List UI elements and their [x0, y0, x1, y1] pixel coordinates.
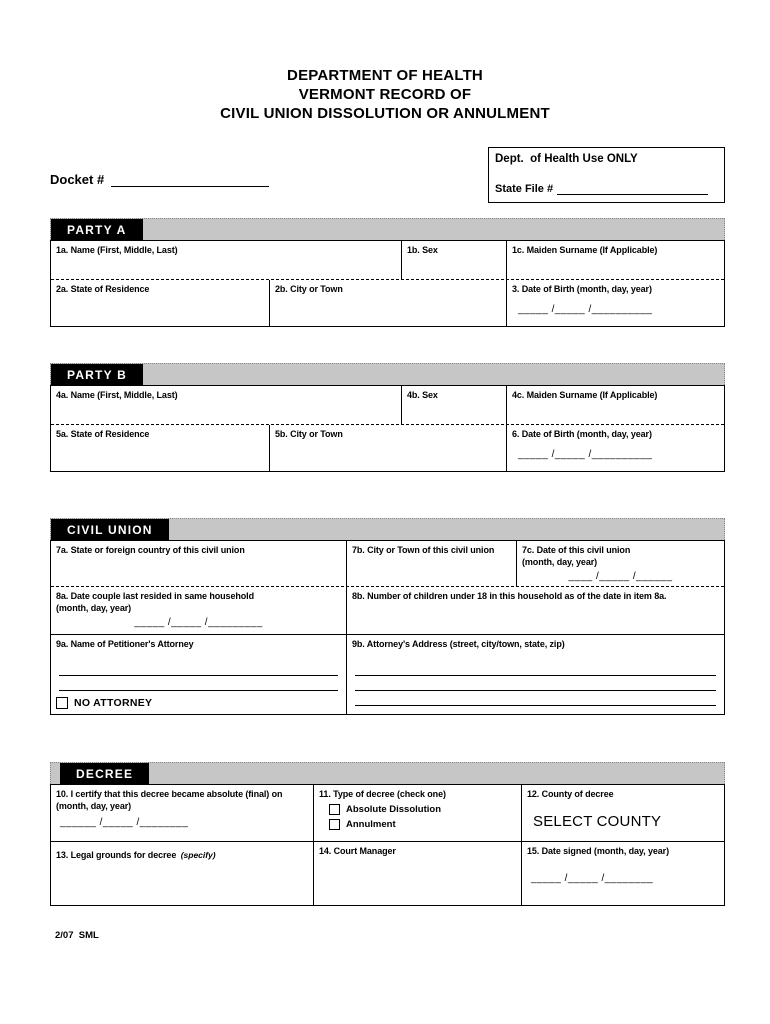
- field-11-label: 11. Type of decree (check one): [319, 789, 446, 799]
- field-8a-date-blank[interactable]: _____ /_____ /_________: [134, 617, 263, 628]
- field-14-court-manager[interactable]: [313, 842, 521, 905]
- field-13-legal-grounds[interactable]: [51, 842, 313, 905]
- field-12-label: 12. County of decree: [527, 789, 614, 799]
- field-4b-sex-label: 4b. Sex: [407, 390, 438, 400]
- field-2b-city-or-town-label: 2b. City or Town: [275, 284, 343, 294]
- field-5b-city-or-town[interactable]: [269, 425, 506, 471]
- attorney-address-line-3[interactable]: [355, 691, 716, 706]
- party-b-header-bar: [50, 363, 725, 385]
- field-6-date-of-birth-label: 6. Date of Birth (month, day, year): [512, 429, 652, 439]
- civil-union-section-title: CIVIL UNION: [51, 519, 169, 540]
- field-9b-label: 9b. Attorney's Address (street, city/town, state, zip): [352, 639, 565, 649]
- field-7c-date-of-civil-union[interactable]: [516, 541, 724, 586]
- attorney-name-line-1[interactable]: [59, 661, 338, 676]
- party-b-row-1: [51, 386, 724, 424]
- field-14-label: 14. Court Manager: [319, 846, 396, 856]
- section-party-a: [50, 218, 725, 327]
- absolute-dissolution-checkbox-icon[interactable]: [329, 804, 340, 815]
- party-b-table: [50, 385, 725, 472]
- state-file-blank-line[interactable]: [557, 182, 708, 195]
- field-5b-city-or-town-label: 5b. City or Town: [275, 429, 343, 439]
- field-8a-hint: (month, day, year): [56, 603, 132, 613]
- field-1a-name-label: 1a. Name (First, Middle, Last): [56, 245, 178, 255]
- field-9a-petitioner-attorney-name[interactable]: [51, 635, 346, 714]
- field-6-date-blank[interactable]: _____ /_____ /__________: [518, 449, 653, 460]
- decree-type-option-annulment[interactable]: [329, 819, 516, 830]
- field-1c-maiden-surname[interactable]: [506, 241, 724, 279]
- field-3-date-of-birth-label: 3. Date of Birth (month, day, year): [512, 284, 652, 294]
- field-8a-date-last-resided[interactable]: [51, 587, 346, 634]
- field-8b-label: 8b. Number of children under 18 in this household as of the date in item 8a.: [352, 591, 667, 601]
- decree-section-title: DECREE: [60, 763, 149, 784]
- decree-table: [50, 784, 725, 906]
- field-13-label: 13. Legal grounds for decree: [56, 850, 177, 860]
- form-title-line-3: CIVIL UNION DISSOLUTION OR ANNULMENT: [220, 105, 550, 122]
- state-file-label: State File #: [495, 183, 554, 195]
- field-5a-state-of-residence-label: 5a. State of Residence: [56, 429, 150, 439]
- field-4c-maiden-surname[interactable]: [506, 386, 724, 424]
- civil-union-header-bar: [50, 518, 725, 540]
- field-1b-sex[interactable]: [401, 241, 506, 279]
- party-a-table: [50, 240, 725, 327]
- party-b-section-title: PARTY B: [51, 364, 143, 385]
- field-3-date-of-birth[interactable]: [506, 280, 724, 326]
- field-2b-city-or-town[interactable]: [269, 280, 506, 326]
- dept-use-only-label: Dept. of Health Use ONLY: [495, 153, 638, 165]
- docket-label: Docket #: [50, 172, 105, 187]
- field-1a-name[interactable]: [51, 241, 401, 279]
- absolute-dissolution-label: Absolute Dissolution: [346, 804, 441, 815]
- field-8b-number-of-children[interactable]: [346, 587, 724, 634]
- field-7b-city-of-civil-union[interactable]: [346, 541, 516, 586]
- section-civil-union: [50, 518, 725, 715]
- no-attorney-checkbox-icon[interactable]: [56, 697, 68, 709]
- civil-union-row-2: [51, 586, 724, 634]
- field-7c-label: 7c. Date of this civil union: [522, 545, 631, 555]
- decree-row-2: [51, 841, 724, 905]
- party-a-row-1: [51, 241, 724, 279]
- no-attorney-option[interactable]: [56, 697, 341, 709]
- civil-union-row-3: [51, 634, 724, 714]
- county-select[interactable]: SELECT COUNTY: [533, 813, 662, 830]
- party-a-row-2: [51, 279, 724, 326]
- party-a-section-title: PARTY A: [51, 219, 143, 240]
- civil-union-table: [50, 540, 725, 715]
- docket-field: [50, 172, 269, 187]
- section-decree: [50, 762, 725, 906]
- decree-type-option-absolute-dissolution[interactable]: [329, 804, 516, 815]
- form-title-line-1: DEPARTMENT OF HEALTH: [287, 67, 483, 84]
- field-4b-sex[interactable]: [401, 386, 506, 424]
- field-15-date-signed[interactable]: [521, 842, 724, 905]
- field-1b-sex-label: 1b. Sex: [407, 245, 438, 255]
- field-1c-maiden-surname-label: 1c. Maiden Surname (If Applicable): [512, 245, 658, 255]
- field-3-date-blank[interactable]: _____ /_____ /__________: [518, 304, 653, 315]
- field-13-specify-hint: (specify): [180, 850, 216, 860]
- form-title: [0, 66, 770, 123]
- form-title-line-2: VERMONT RECORD OF: [298, 86, 472, 103]
- field-6-date-of-birth[interactable]: [506, 425, 724, 471]
- decree-header-bar: [50, 762, 725, 784]
- field-9a-label: 9a. Name of Petitioner's Attorney: [56, 639, 194, 649]
- party-b-row-2: [51, 424, 724, 471]
- field-7a-state-of-civil-union[interactable]: [51, 541, 346, 586]
- no-attorney-label: NO ATTORNEY: [74, 697, 153, 709]
- field-10-date-blank[interactable]: ______ /_____ /________: [60, 817, 189, 828]
- annulment-checkbox-icon[interactable]: [329, 819, 340, 830]
- dept-use-only-box: [488, 147, 725, 203]
- field-5a-state-of-residence[interactable]: [51, 425, 269, 471]
- field-9b-attorney-address[interactable]: [346, 635, 724, 714]
- civil-union-row-1: [51, 541, 724, 586]
- field-7c-date-blank[interactable]: ____ /_____ /______: [568, 571, 673, 582]
- docket-blank-line[interactable]: [111, 173, 269, 187]
- field-4a-name[interactable]: [51, 386, 401, 424]
- field-7b-label: 7b. City or Town of this civil union: [352, 545, 495, 555]
- field-10-decree-absolute-date[interactable]: [51, 785, 313, 841]
- attorney-address-line-2[interactable]: [355, 676, 716, 691]
- field-2a-state-of-residence[interactable]: [51, 280, 269, 326]
- field-4a-name-label: 4a. Name (First, Middle, Last): [56, 390, 178, 400]
- field-7c-hint: (month, day, year): [522, 557, 598, 567]
- decree-row-1: [51, 785, 724, 841]
- form-revision-footer: 2/07 SML: [55, 930, 99, 941]
- field-7a-label: 7a. State or foreign country of this civil union: [56, 545, 245, 555]
- field-4c-maiden-surname-label: 4c. Maiden Surname (If Applicable): [512, 390, 658, 400]
- field-15-label: 15. Date signed (month, day, year): [527, 846, 669, 856]
- party-a-header-bar: [50, 218, 725, 240]
- state-file-field: [495, 182, 718, 195]
- section-party-b: [50, 363, 725, 472]
- attorney-name-line-2[interactable]: [59, 676, 338, 691]
- field-15-date-blank[interactable]: _____ /_____ /________: [531, 873, 654, 884]
- field-12-county-of-decree: [521, 785, 724, 841]
- attorney-address-line-1[interactable]: [355, 661, 716, 676]
- field-10-label: 10. I certify that this decree became absolute (final) on (month, day, year): [56, 789, 283, 811]
- annulment-label: Annulment: [346, 819, 396, 830]
- field-11-type-of-decree: [313, 785, 521, 841]
- field-8a-label: 8a. Date couple last resided in same household: [56, 591, 254, 601]
- field-2a-state-of-residence-label: 2a. State of Residence: [56, 284, 150, 294]
